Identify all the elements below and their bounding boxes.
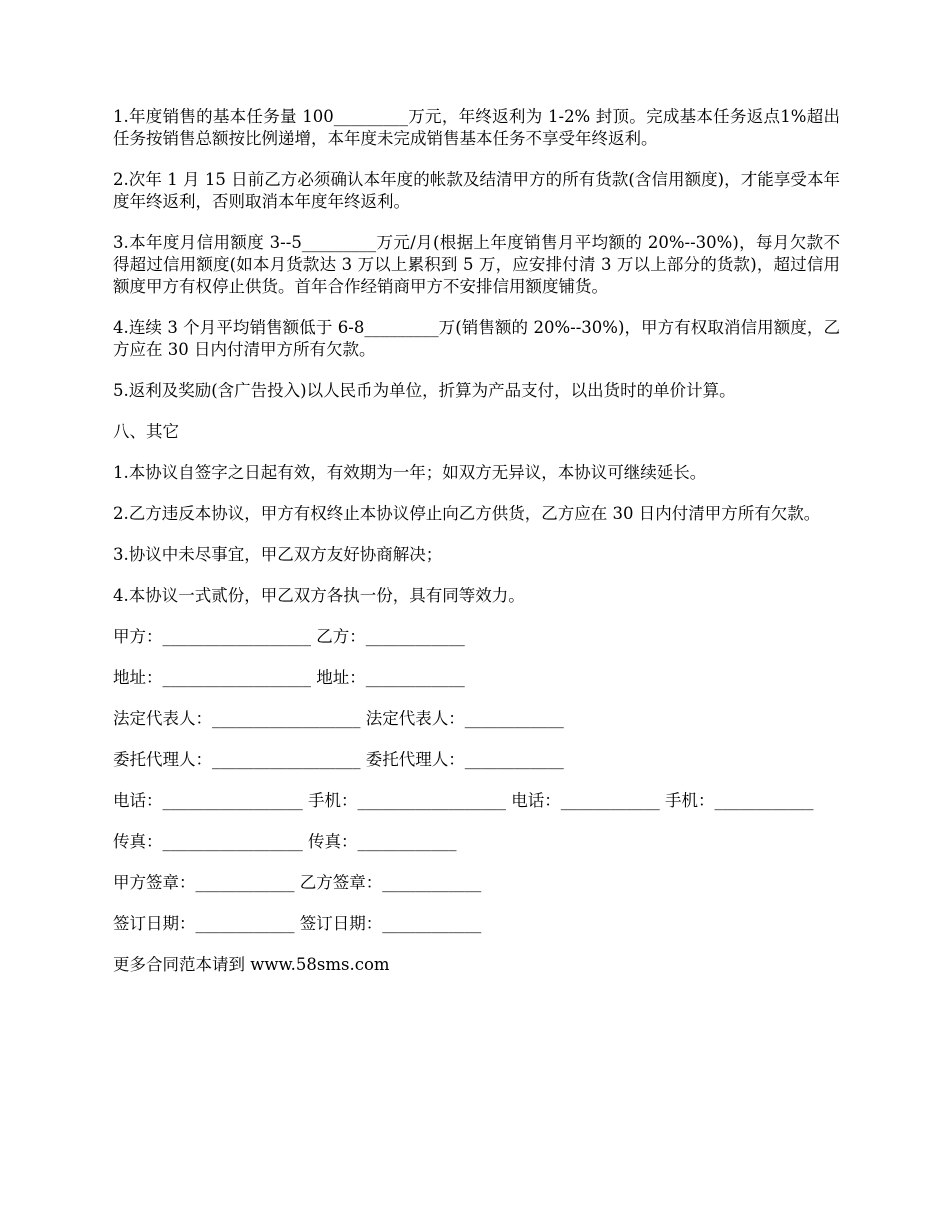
document-body <box>113 106 840 995</box>
address-line: 地址：__________________ 地址：____________ <box>113 668 465 687</box>
unresolved-matters-clause: 3.协议中未尽事宜，甲乙双方友好协商解决； <box>113 545 443 564</box>
party-names-line: 甲方：__________________ 乙方：____________ <box>113 627 465 646</box>
low-sales-credit-cancel-clause: 4.连续 3 个月平均销售额低于 6-8_________万(销售额的 20%--30%)，甲方有权取消信用额度，乙方应在 30 日内付清甲方所有欠款。 <box>113 318 840 359</box>
agreement-validity-clause: 1.本协议自签字之日起有效，有效期为一年；如双方无异议，本协议可继续延长。 <box>113 463 707 482</box>
signing-date-line: 签订日期：____________ 签订日期：____________ <box>113 914 482 933</box>
phone-mobile-line: 电话：_________________ 手机：__________________ 电话：____________ 手机：____________ <box>113 791 814 810</box>
signature-seal-line: 甲方签章：____________ 乙方签章：____________ <box>113 873 482 892</box>
legal-representative-line: 法定代表人：__________________ 法定代表人：____________ <box>113 709 564 728</box>
annual-sales-task-clause: 1.年度销售的基本任务量 100_________万元，年终返利为 1-2% 封顶。完成基本任务返点1%超出任务按销售总额按比例递增，本年度未完成销售基本任务不享受年终返利。 <box>113 107 840 148</box>
section-heading-other: 八、其它 <box>113 422 179 441</box>
breach-termination-clause: 2.乙方违反本协议，甲方有权终止本协议停止向乙方供货，乙方应在 30 日内付清甲方所有欠款。 <box>113 504 821 523</box>
authorized-agent-line: 委托代理人：__________________ 委托代理人：____________ <box>113 750 564 769</box>
year-end-settlement-clause: 2.次年 1 月 15 日前乙方必须确认本年度的帐款及结清甲方的所有货款(含信用额度)，才能享受本年度年终返利，否则取消本年度年终返利。 <box>113 170 840 211</box>
copies-clause: 4.本协议一式贰份，甲乙双方各执一份，具有同等效力。 <box>113 586 525 605</box>
rebate-payment-clause: 5.返利及奖励(含广告投入)以人民币为单位，折算为产品支付，以出货时的单价计算。 <box>113 381 736 400</box>
monthly-credit-limit-clause: 3.本年度月信用额度 3--5_________万元/月(根据上年度销售月平均额的 20%--30%)，每月欠款不得超过信用额度(如本月货款达 3 万以上累积到 5 万，应安排付清 3 万以上部分的货款)，超过信用额度甲方有权停止供货。首年合作经销商甲方不安排信用额度铺货。 <box>113 233 840 296</box>
fax-line: 传真：_________________ 传真：____________ <box>113 832 457 851</box>
footer-website-note: 更多合同范本请到 www.58sms.com <box>113 955 390 974</box>
